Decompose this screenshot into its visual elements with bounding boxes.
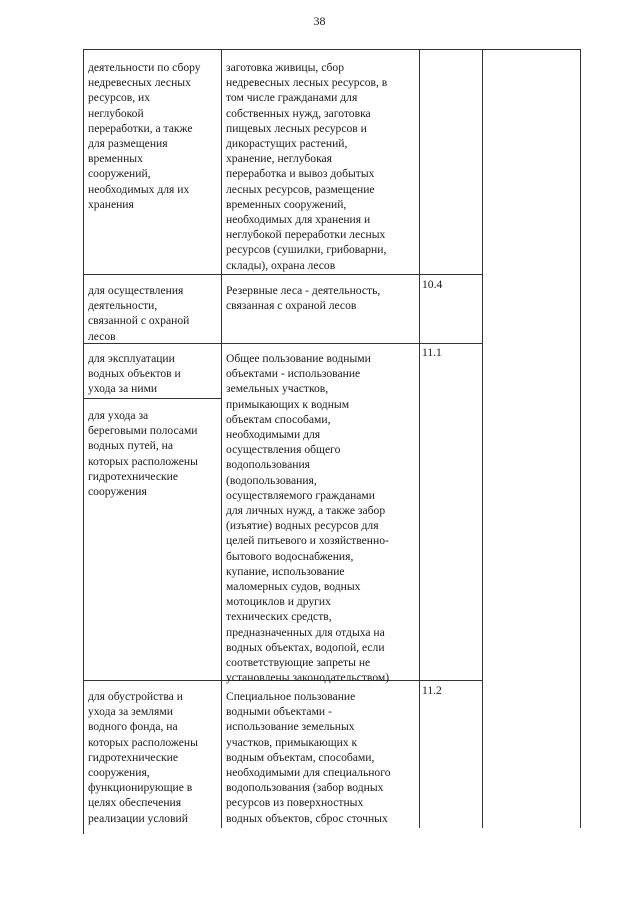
cell-divider-purpose xyxy=(83,398,222,399)
column-divider-2 xyxy=(419,49,420,828)
table-cell-description: Резервные леса - деятельность, связанная с охраной лесов xyxy=(226,284,381,313)
table-cell-purpose: для эксплуатации водных объектов и ухода за ними xyxy=(88,352,181,396)
column-divider-3 xyxy=(482,49,483,828)
table-border-left xyxy=(83,49,84,834)
row-divider-2 xyxy=(83,343,482,344)
row-divider-1 xyxy=(83,274,482,275)
table-cell-purpose-extra: для ухода за береговыми полосами водных путей, на которых расположены гидротехнические сооружения xyxy=(88,409,198,499)
page-number: 38 xyxy=(313,14,326,28)
table-cell-purpose: для осуществления деятельности, связанной с охраной лесов xyxy=(88,284,190,343)
table-cell-code: 11.1 xyxy=(422,346,442,359)
table-cell-code: 11.2 xyxy=(422,684,442,697)
table-cell-code: 10.4 xyxy=(422,278,443,291)
table-border-right xyxy=(580,49,581,828)
table-border-top xyxy=(83,49,581,50)
table-cell-description: Специальное пользование водными объектами - использование земельных участков, примыкающих к водным объектам, способами, необходимыми для специального водопользования (забор водных ресурсов из поверхностных водных объектов, сброс сточных xyxy=(226,690,391,825)
table-cell-code xyxy=(422,60,480,80)
column-divider-1 xyxy=(221,49,222,828)
table-cell-description: заготовка живицы, сбор недревесных лесных ресурсов, в том числе гражданами для собственных нужд, заготовка пищевых лесных ресурсов и дикорастущих растений, хранение, неглубокая переработка и вывоз добытых лесных ресурсов, размещение временных сооружений, необходимых для хранения и неглубокой переработки лесных ресурсов (сушилки, грибоварни, склады), охрана лесов xyxy=(226,61,388,272)
table-cell-purpose: для обустройства и ухода за землями водного фонда, на которых расположены гидротехнические сооружения, функционирующие в целях обеспечения реализации условий xyxy=(88,690,198,825)
table-cell-purpose: деятельности по сбору недревесных лесных ресурсов, их неглубокой переработки, а также для размещения временных сооружений, необходимых для их хранения xyxy=(88,61,201,211)
table-cell-description: Общее пользование водными объектами - использование земельных участков, примыкающих к водным объектам способами, необходимыми для осуществления общего водопользования (водопользования, осуществляемого гражданами для личных нужд, а также забор (изъятие) водных ресурсов для целей питьевого и хозяйственно- бытового водоснабжения, купание, использование маломерных судов, водных мотоциклов и других технических средств, предназначенных для отдыха на водных объектах, водопой, если соответствующие запреты не установлены законодательством) xyxy=(226,352,390,685)
